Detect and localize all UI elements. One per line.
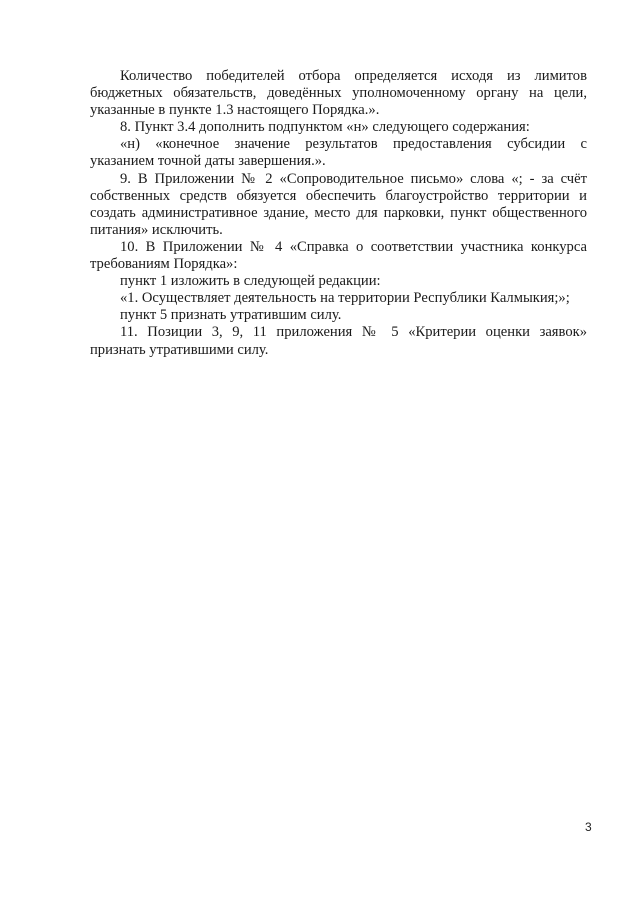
text-line: указанием точной даты завершения.». [90, 153, 326, 170]
text-line: собственных средств обязуется обеспечить благоустройство территории и [90, 187, 587, 204]
text-line: Количество победителей отбора определяется исходя из лимитов [120, 68, 587, 84]
text-line: 10. В Приложении № 4 «Справка о соответствии участника конкурса [120, 238, 587, 255]
page-number: 3 [585, 820, 592, 834]
text-line: бюджетных обязательств, доведённых уполномоченному органу на цели, [90, 85, 587, 102]
text-line: 8. Пункт 3.4 дополнить подпунктом «н» следующего содержания: [120, 119, 530, 136]
text-line: пункт 1 изложить в следующей редакции: [120, 273, 381, 290]
text-line: создать административное здание, место для парковки, пункт общественного [90, 204, 587, 221]
text-line: «1. Осуществляет деятельность на территории Республики Калмыкия;»; [120, 290, 570, 307]
text-line: 11. Позиции 3, 9, 11 приложения № 5 «Критерии оценки заявок» [120, 324, 587, 341]
text-line: указанные в пункте 1.3 настоящего Порядка.». [90, 102, 380, 119]
text-line: 9. В Приложении № 2 «Сопроводительное письмо» слова «; - за счёт [120, 170, 587, 187]
text-line: питания» исключить. [90, 221, 223, 238]
text-line: признать утратившими силу. [90, 341, 269, 358]
document-body [90, 68, 587, 359]
text-line: требованиям Порядка»: [90, 256, 238, 273]
text-line: «н) «конечное значение результатов предоставления субсидии с [120, 136, 587, 153]
text-line: пункт 5 признать утратившим силу. [120, 307, 342, 324]
